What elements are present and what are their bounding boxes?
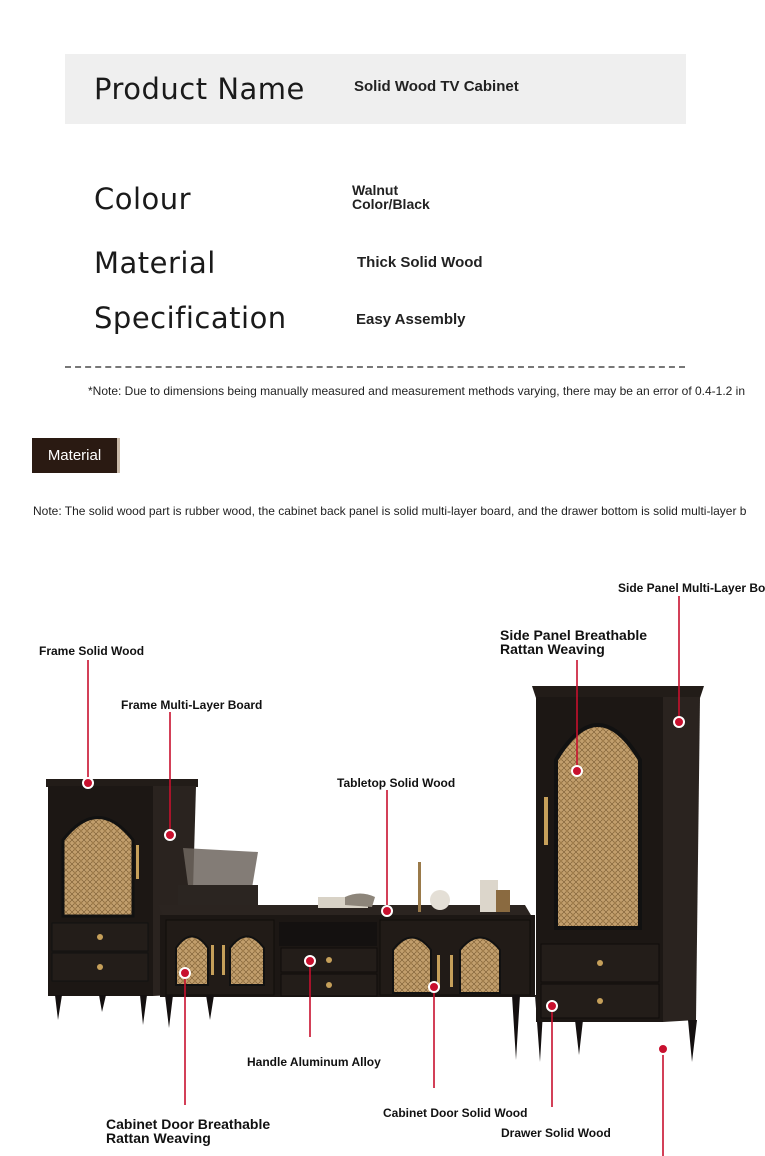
- callout-cabinet-door-rattan-line2: Rattan Weaving: [106, 1130, 211, 1146]
- colour-value-line1: Walnut: [352, 182, 399, 198]
- callout-drawer-solid-wood: Drawer Solid Wood: [501, 1126, 611, 1140]
- colour-label: Colour: [94, 182, 192, 216]
- callout-frame-solid-wood: Frame Solid Wood: [39, 644, 145, 658]
- callout-side-panel-rattan-line2: Rattan Weaving: [500, 641, 605, 657]
- specification-label: Specification: [94, 301, 287, 335]
- material-note: Note: The solid wood part is rubber wood, the cabinet back panel is solid multi-layer board, and the drawer bottom is solid multi-layer b: [33, 504, 747, 518]
- callout-side-panel-multilayer: Side Panel Multi-Layer Bo: [618, 581, 765, 595]
- callout-cabinet-door-rattan-line1: Cabinet Door Breathable: [106, 1116, 271, 1132]
- callout-side-panel-rattan-line1: Side Panel Breathable: [500, 627, 648, 643]
- dimension-note: *Note: Due to dimensions being manually measured and measurement methods varying, there may be an error of 0.4-1.2 in: [88, 384, 746, 398]
- material-section-tag: Material: [32, 438, 120, 473]
- colour-value-line2: Color/Black: [352, 196, 430, 212]
- tabletop-decor: [318, 862, 510, 912]
- material-value: Thick Solid Wood: [357, 254, 483, 271]
- tv-stand: [158, 905, 544, 1062]
- specification-value: Easy Assembly: [356, 311, 466, 328]
- callout-cabinet-door-solid-wood: Cabinet Door Solid Wood: [383, 1106, 528, 1120]
- product-name-value: Solid Wood TV Cabinet: [354, 78, 519, 95]
- turntable-decor: [178, 848, 258, 907]
- callout-frame-multilayer: Frame Multi-Layer Board: [121, 698, 263, 712]
- callout-tabletop-solid-wood: Tabletop Solid Wood: [337, 776, 456, 790]
- product-name-label: Product Name: [94, 72, 305, 106]
- callout-handle-alloy: Handle Aluminum Alloy: [247, 1055, 381, 1069]
- material-label: Material: [94, 246, 216, 280]
